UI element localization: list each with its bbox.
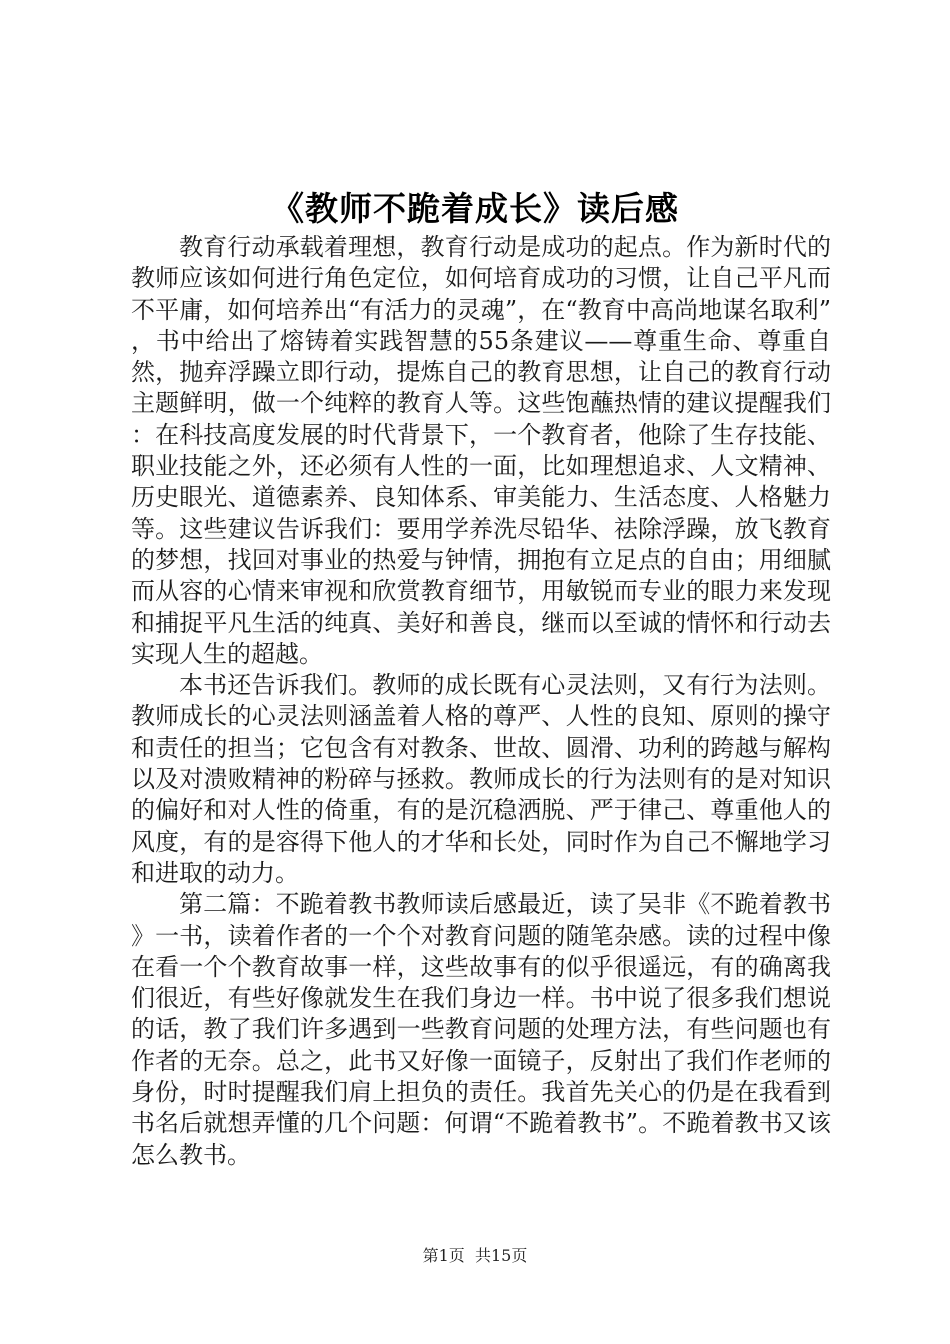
- footer-spacer: [465, 1246, 475, 1265]
- paragraph-1: 教育行动承载着理想，教育行动是成功的起点。作为新时代的教师应该如何进行角色定位，如何培育成功的习惯，让自己平凡而不平庸，如何培养出“有活力的灵魂”，在“教育中高尚地谋名取利”，书中给出了熔铸着实践智慧的55条建议——尊重生命、尊重自然，抛弃浮躁立即行动，提炼自己的教育思想，让自己的教育行动主题鲜明，做一个纯粹的教育人等。这些饱蘸热情的建议提醒我们：在科技高度发展的时代背景下，一个教育者，他除了生存技能、职业技能之外，还必须有人性的一面，比如理想追求、人文精神、历史眼光、道德素养、良知体系、审美能力、生活态度、人格魅力等。这些建议告诉我们：要用学养洗尽铅华、祛除浮躁，放飞教育的梦想，找回对事业的热爱与钟情，拥抱有立足点的自由；用细腻而从容的心情来审视和欣赏教育细节，用敏锐而专业的眼力来发现和捕捉平凡生活的纯真、美好和善良，继而以至诚的情怀和行动去实现人生的超越。: [131, 233, 831, 668]
- paragraph-2: 本书还告诉我们。教师的成长既有心灵法则，又有行为法则。教师成长的心灵法则涵盖着人格的尊严、人性的良知、原则的操守和责任的担当；它包含有对教条、世故、圆滑、功利的跨越与解构以及对溃败精神的粉碎与拯救。教师成长的行为法则有的是对知识的偏好和对人性的倚重，有的是沉稳洒脱、严于律己、尊重他人的风度，有的是容得下他人的才华和长处，同时作为自己不懈地学习和进取的动力。: [131, 671, 831, 887]
- paragraph-3: 第二篇：不跪着教书教师读后感最近，读了吴非《不跪着教书》一书，读着作者的一个个对教育问题的随笔杂感。读的过程中像在看一个个教育故事一样，这些故事有的似乎很遥远，有的确离我们很近，有些好像就发生在我们身边一样。书中说了很多我们想说的话，教了我们许多遇到一些教育问题的处理方法，有些问题也有作者的无奈。总之，此书又好像一面镜子，反射出了我们作老师的身份，时时提醒我们肩上担负的责任。我首先关心的仍是在我看到书名后就想弄懂的几个问题：何谓“不跪着教书”。不跪着教书又该怎么教书。: [131, 890, 831, 1169]
- page-number-total: 共15页: [474, 1246, 528, 1265]
- page-footer: [0, 1245, 950, 1267]
- document-body: [131, 232, 831, 1171]
- page-number-current: 第1页: [422, 1246, 465, 1265]
- document-title: 《教师不跪着成长》读后感: [271, 189, 679, 228]
